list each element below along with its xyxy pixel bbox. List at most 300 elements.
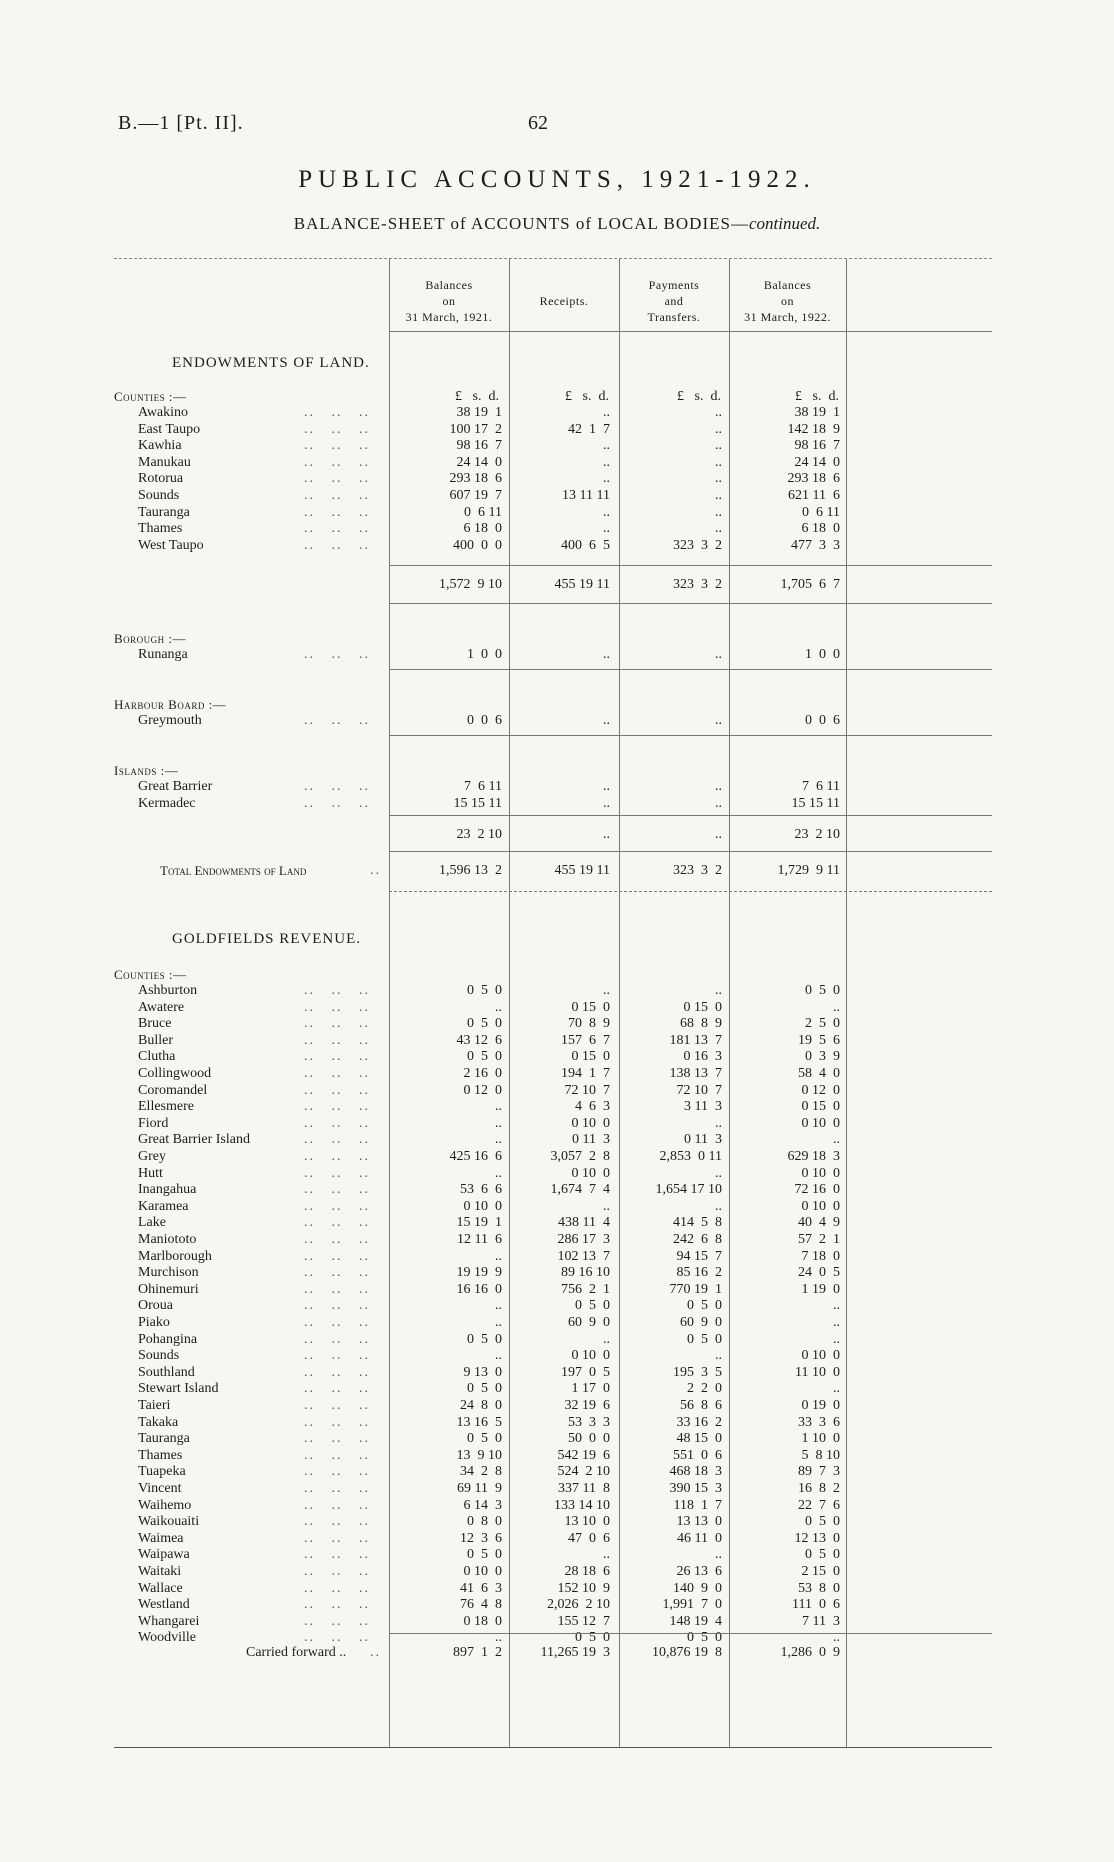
row-label: Ohinemuri (138, 1281, 199, 1297)
cell-c1: 69 11 9 (457, 1481, 502, 1496)
cell-c1: .. (495, 1630, 502, 1646)
cell-c2: .. (603, 983, 610, 998)
cell-c1: 34 2 8 (460, 1464, 502, 1480)
row-label: Piako (138, 1315, 170, 1330)
cell-c2: 89 16 10 (561, 1265, 610, 1281)
leader-dots: .. .. .. (304, 1182, 370, 1198)
cell-c2: 0 10 0 (571, 1165, 610, 1181)
cell-c1: 0 5 0 (467, 1381, 502, 1397)
leader-dots: .. .. .. (304, 1215, 370, 1231)
table-row (114, 1315, 992, 1331)
cell-c4: 22 7 6 (798, 1497, 840, 1513)
cell-c1: 43 12 6 (456, 1032, 502, 1048)
cell-c3: 0 15 0 (683, 999, 722, 1015)
table-row (114, 1581, 992, 1597)
cell-c4: 5 8 10 (801, 1447, 840, 1463)
cell-c2: 337 11 8 (558, 1481, 610, 1496)
cell-c2: 3,057 2 8 (550, 1149, 610, 1164)
row-label: Kermadec (138, 795, 196, 811)
cell-c4: .. (833, 1331, 840, 1347)
table-row (114, 1614, 992, 1630)
leader-dots: .. .. .. (304, 504, 370, 520)
cell-c2: 0 15 0 (571, 999, 610, 1015)
cell-c1: 24 8 0 (460, 1398, 502, 1413)
table-row (114, 1448, 992, 1464)
row-label: Thames (138, 1447, 183, 1463)
subtotal-c2: .. (603, 827, 610, 842)
row-label: Waikouaiti (138, 1514, 200, 1530)
cell-c2: .. (603, 504, 610, 520)
grand-total-c2: 455 19 11 (554, 863, 610, 878)
cell-c1: 400 0 0 (453, 537, 502, 553)
row-label: Murchison (138, 1265, 199, 1281)
row-label: Thames (138, 521, 183, 537)
cell-c1: 9 13 0 (463, 1364, 502, 1380)
cell-c2: 0 11 3 (572, 1132, 610, 1148)
cell-c1: 0 12 0 (463, 1082, 502, 1098)
cell-c2: .. (603, 795, 610, 811)
cell-c4: 72 16 0 (794, 1182, 840, 1198)
leader-dots: .. .. .. (304, 1497, 370, 1513)
cell-c4: 19 5 6 (798, 1032, 840, 1048)
cell-c2: .. (603, 405, 610, 420)
header-rule (389, 331, 992, 332)
cell-c1: .. (495, 1165, 502, 1181)
cell-c1: .. (495, 1315, 502, 1330)
leader-dots: .. .. .. (304, 1530, 370, 1546)
grand-total-c4: 1,729 9 11 (777, 863, 840, 878)
cell-c2: .. (603, 1331, 610, 1347)
cell-c1: 53 6 6 (460, 1182, 502, 1198)
table-row (114, 796, 992, 812)
cell-c1: 0 5 0 (467, 983, 502, 998)
subtotal-row-islands (114, 827, 992, 843)
subtotal-row-counties (114, 577, 992, 593)
group-label-islands: Islands :— (114, 763, 179, 778)
grand-total-c1: 1,596 13 2 (439, 863, 502, 878)
cell-c3: .. (715, 405, 722, 420)
cell-c1: .. (495, 999, 502, 1015)
table-row (114, 455, 992, 471)
row-label: Waihemo (138, 1497, 192, 1513)
cell-c4: 33 3 6 (798, 1414, 840, 1430)
leader-dots: .. .. .. (304, 1613, 370, 1629)
table-row (114, 422, 992, 438)
leader-dots: .. .. .. (304, 1431, 370, 1447)
row-label: Takaka (138, 1414, 179, 1430)
cell-c3: 72 10 7 (676, 1082, 722, 1098)
carried-forward-row (114, 1645, 992, 1661)
cell-c1: 19 19 9 (456, 1265, 502, 1281)
row-label: Stewart Island (138, 1381, 219, 1397)
cell-c1: 0 6 11 (464, 504, 502, 520)
table-row (114, 405, 992, 421)
cell-c3: .. (715, 983, 722, 998)
cell-c4: 1 10 0 (801, 1431, 840, 1447)
cell-c2: 13 11 11 (562, 488, 610, 503)
leader-dots: .. .. .. (304, 1381, 370, 1397)
table-row (114, 1249, 992, 1265)
cell-c2: 438 11 4 (558, 1215, 610, 1231)
row-label: Karamea (138, 1198, 189, 1214)
table-row (114, 1199, 992, 1215)
column-header-balances-1922 (729, 277, 846, 325)
subtitle-main: BALANCE-SHEET of ACCOUNTS of LOCAL BODIES— (293, 214, 749, 233)
leader-dots: .. .. .. (304, 713, 370, 728)
leader-dots: .. .. .. (304, 1248, 370, 1264)
table-row (114, 1000, 992, 1016)
leader-dots: .. .. .. (304, 1281, 370, 1297)
table-row (114, 1182, 992, 1198)
grand-total-endowments (114, 863, 992, 879)
table-row (114, 1365, 992, 1381)
cell-c1: 0 8 0 (467, 1514, 502, 1530)
leader-dots: .. .. .. (304, 521, 370, 537)
cell-c1: 0 5 0 (467, 1431, 502, 1447)
cell-c4: .. (833, 1381, 840, 1397)
cell-c1: 607 19 7 (449, 488, 502, 503)
cell-c4: 7 11 3 (802, 1613, 840, 1629)
cell-c4: 16 8 2 (798, 1481, 840, 1496)
cell-c3: 85 16 2 (676, 1265, 722, 1281)
cell-c2: 542 19 6 (557, 1447, 610, 1463)
row-label: Woodville (138, 1630, 196, 1646)
table-row (114, 1282, 992, 1298)
leader-dots: .. .. .. (304, 1364, 370, 1380)
table-row (114, 1132, 992, 1148)
table-row (114, 1265, 992, 1281)
table-row (114, 1431, 992, 1447)
cell-c2: 4 6 3 (575, 1099, 610, 1115)
cell-c2: 13 10 0 (564, 1514, 610, 1530)
cell-c4: 7 6 11 (802, 779, 840, 794)
row-label: Maniototo (138, 1232, 197, 1247)
carried-forward-label: Carried forward .. (246, 1645, 347, 1660)
carried-rule (389, 1633, 992, 1634)
cell-c2: .. (603, 471, 610, 487)
subtotal-c3: .. (715, 827, 722, 842)
balance-sheet-table (114, 258, 992, 1748)
table-row (114, 438, 992, 454)
row-label: Waimea (138, 1530, 184, 1546)
row-label: Awakino (138, 405, 189, 420)
cell-c1: 0 18 0 (463, 1613, 502, 1629)
section-rule (389, 891, 992, 892)
cell-c1: 0 10 0 (463, 1564, 502, 1579)
row-label: Manukau (138, 454, 191, 470)
cell-c2: 0 10 0 (571, 1115, 610, 1131)
table-row (114, 1547, 992, 1563)
leader-dots: .. .. .. (304, 1630, 370, 1646)
cell-c2: .. (603, 521, 610, 537)
table-row (114, 1398, 992, 1414)
cell-c4: 38 19 1 (794, 405, 840, 420)
table-row (114, 488, 992, 504)
cell-c1: 76 4 8 (460, 1597, 502, 1613)
harbour-row (114, 713, 992, 729)
leader-dots: .. .. .. (304, 647, 370, 662)
row-label: Tauranga (138, 504, 190, 520)
cell-c1: 0 5 0 (467, 1331, 502, 1347)
row-label: Runanga (138, 647, 188, 662)
cell-c2: 50 0 0 (568, 1431, 610, 1447)
cell-c1: 15 15 11 (453, 795, 502, 811)
cell-c3: 551 0 6 (673, 1447, 722, 1463)
table-row (114, 1531, 992, 1547)
cell-c1: 2 16 0 (463, 1066, 502, 1081)
leader-dots: .. .. .. (304, 438, 370, 454)
leader-dots: .. .. .. (304, 1514, 370, 1530)
cell-c4: 0 15 0 (801, 1099, 840, 1115)
subtitle-continued: continued. (748, 214, 821, 233)
cell-c4: 1 19 0 (801, 1281, 840, 1297)
column-header-payments (619, 277, 729, 325)
column-header-line: 31 March, 1922. (744, 310, 831, 324)
cell-c3: .. (715, 504, 722, 520)
cell-c4: 0 12 0 (801, 1082, 840, 1098)
table-row (114, 1498, 992, 1514)
cell-c4: 12 13 0 (794, 1530, 840, 1546)
row-label: Tauranga (138, 1431, 190, 1447)
cell-c1: 13 16 5 (456, 1414, 502, 1430)
leader-dots: .. .. .. (304, 1149, 370, 1164)
column-header-balances-1921 (389, 277, 509, 325)
leader-dots: .. .. .. (304, 1082, 370, 1098)
cell-c2: 0 5 0 (575, 1630, 610, 1646)
cell-c1: 13 9 10 (456, 1447, 502, 1463)
cell-c2: 152 10 9 (557, 1580, 610, 1596)
group-label-harbour: Harbour Board :— (114, 697, 227, 712)
cell-c4: 0 3 9 (805, 1049, 840, 1065)
leader-dots: .. .. .. (304, 1597, 370, 1613)
leader-dots: .. .. .. (304, 1398, 370, 1413)
cell-c4: 89 7 3 (798, 1464, 840, 1480)
table-row (114, 1215, 992, 1231)
cell-c2: 42 1 7 (568, 421, 610, 437)
carried-c3: 10,876 19 8 (652, 1645, 722, 1660)
table-row (114, 1016, 992, 1032)
cell-c2: 102 13 7 (557, 1248, 610, 1264)
cell-c3: .. (715, 1115, 722, 1131)
cell-c3: 3 11 3 (684, 1099, 722, 1115)
cell-c2: .. (603, 454, 610, 470)
cell-c3: .. (715, 647, 722, 662)
carried-c2: 11,265 19 3 (540, 1645, 610, 1660)
cell-c3: .. (715, 471, 722, 487)
cell-c3: .. (715, 521, 722, 537)
cell-c4: 57 2 1 (798, 1232, 840, 1247)
row-label: Waipawa (138, 1547, 190, 1563)
cell-c4: 0 0 6 (805, 713, 840, 728)
row-label: Southland (138, 1364, 195, 1380)
cell-c3: .. (715, 488, 722, 503)
row-label: Great Barrier (138, 779, 213, 794)
row-label: Bruce (138, 1016, 172, 1032)
subtotal-c4: 1,705 6 7 (780, 577, 840, 592)
row-label: Sounds (138, 1348, 180, 1364)
cell-c4: .. (833, 1315, 840, 1330)
cell-c3: 0 16 3 (683, 1049, 722, 1065)
subtotal-c1: 23 2 10 (456, 827, 502, 842)
cell-c2: 133 14 10 (554, 1497, 610, 1513)
cell-c4: 0 5 0 (805, 1547, 840, 1563)
cell-c4: 293 18 6 (787, 471, 840, 487)
row-label: Coromandel (138, 1082, 208, 1098)
borough-row (114, 647, 992, 663)
leader-dots: .. .. .. (304, 1265, 370, 1281)
column-header-line: Payments (648, 278, 700, 292)
cell-c3: 195 3 5 (673, 1364, 722, 1380)
cell-c4: 0 10 0 (801, 1348, 840, 1364)
cell-c4: 6 18 0 (801, 521, 840, 537)
cell-c2: 1,674 7 4 (550, 1182, 610, 1198)
cell-c3: 33 16 2 (676, 1414, 722, 1430)
table-row (114, 1564, 992, 1580)
cell-c2: 2,026 2 10 (547, 1597, 610, 1613)
leader-dots: .. .. .. (304, 1414, 370, 1430)
section-heading-endowments: ENDOWMENTS OF LAND. (172, 355, 370, 371)
cell-c1: 0 5 0 (467, 1016, 502, 1032)
row-label: Awatere (138, 999, 185, 1015)
cell-c3: 390 15 3 (669, 1481, 722, 1496)
cell-c4: 0 6 11 (802, 504, 840, 520)
row-label: West Taupo (138, 537, 204, 553)
cell-c1: 0 5 0 (467, 1049, 502, 1065)
cell-c1: .. (495, 1348, 502, 1364)
cell-c3: 770 19 1 (669, 1281, 722, 1297)
leader-dots: .. .. .. (304, 1298, 370, 1314)
row-label: Waitaki (138, 1564, 182, 1579)
cell-c2: 194 1 7 (561, 1066, 610, 1081)
cell-c2: 157 6 7 (561, 1032, 610, 1048)
table-row (114, 1464, 992, 1480)
row-label: Great Barrier Island (138, 1132, 250, 1148)
cell-c1: 100 17 2 (449, 421, 502, 437)
leader-dots: .. .. .. (304, 1198, 370, 1214)
row-label: Ashburton (138, 983, 198, 998)
cell-c3: .. (715, 795, 722, 811)
cell-c3: 138 13 7 (669, 1066, 722, 1081)
table-row (114, 779, 992, 795)
table-row (114, 1381, 992, 1397)
leader-dots: .. .. .. (304, 1580, 370, 1596)
cell-c1: 38 19 1 (456, 405, 502, 420)
cell-c1: 12 11 6 (457, 1232, 502, 1247)
cell-c3: .. (715, 421, 722, 437)
leader-dots: .. .. .. (304, 1481, 370, 1496)
grand-total-label: Total Endowments of Land (160, 863, 307, 878)
cell-c3: 2,853 0 11 (659, 1149, 722, 1164)
table-row (114, 1597, 992, 1613)
leader-dots: .. .. .. (304, 1032, 370, 1048)
cell-c2: 53 3 3 (568, 1414, 610, 1430)
row-label: Tuapeka (138, 1464, 186, 1480)
cell-c2: 197 0 5 (561, 1364, 610, 1380)
leader-dots: .. .. .. (304, 1464, 370, 1480)
cell-c1: 16 16 0 (456, 1281, 502, 1297)
cell-c2: 0 5 0 (575, 1298, 610, 1314)
leader-dots: .. .. .. (304, 454, 370, 470)
table-row (114, 1149, 992, 1165)
row-label: Wallace (138, 1580, 183, 1596)
row-label: Ellesmere (138, 1099, 194, 1115)
row-label: Oroua (138, 1298, 173, 1314)
cell-c3: .. (715, 438, 722, 454)
table-row (114, 1166, 992, 1182)
cell-c3: 1,654 17 10 (655, 1182, 722, 1198)
cell-c3: 0 5 0 (687, 1298, 722, 1314)
table-row (114, 538, 992, 554)
leader-dots: .. .. .. (304, 421, 370, 437)
carried-c4: 1,286 0 9 (780, 1645, 840, 1660)
cell-c3: 46 11 0 (677, 1530, 722, 1546)
leader-dots: .. .. .. (304, 1165, 370, 1181)
cell-c3: 181 13 7 (669, 1032, 722, 1048)
cell-c3: 60 9 0 (680, 1315, 722, 1330)
leader-dots: .. .. .. (304, 471, 370, 487)
leader-dots: .. .. .. (304, 1132, 370, 1148)
subtotal-c4: 23 2 10 (794, 827, 840, 842)
cell-c2: 72 10 7 (564, 1082, 610, 1098)
cell-c4: 2 5 0 (805, 1016, 840, 1032)
cell-c4: .. (833, 1298, 840, 1314)
group-label-counties: Counties :— (114, 389, 187, 404)
subtotal-c2: 455 19 11 (554, 577, 610, 592)
row-label: Rotorua (138, 471, 184, 487)
cell-c3: 148 19 4 (669, 1613, 722, 1629)
cell-c2: .. (603, 438, 610, 454)
report-reference: B.—1 [Pt. II]. (118, 112, 244, 134)
cell-c4: .. (833, 1630, 840, 1646)
column-header-line: 31 March, 1921. (405, 310, 493, 324)
cell-c4: 629 18 3 (787, 1149, 840, 1164)
table-row (114, 1083, 992, 1099)
cell-c4: 98 16 7 (794, 438, 840, 454)
cell-c2: 0 15 0 (571, 1049, 610, 1065)
cell-c1: 0 10 0 (463, 1198, 502, 1214)
cell-c2: 60 9 0 (568, 1315, 610, 1330)
column-header-line: Balances (763, 278, 812, 292)
cell-c3: .. (715, 713, 722, 728)
carried-c1: 897 1 2 (453, 1645, 502, 1660)
row-label: Greymouth (138, 713, 202, 728)
cell-c3: 118 1 7 (673, 1497, 722, 1513)
cell-c4: 0 10 0 (801, 1165, 840, 1181)
row-label: Lake (138, 1215, 166, 1231)
table-row (114, 1298, 992, 1314)
cell-c3: 1,991 7 0 (662, 1597, 722, 1613)
group-label-borough: Borough :— (114, 631, 187, 646)
cell-c3: 0 5 0 (687, 1630, 722, 1646)
row-label: Grey (138, 1149, 166, 1164)
cell-c2: .. (603, 779, 610, 794)
subtotal-rule (389, 565, 992, 566)
cell-c1: .. (495, 1298, 502, 1314)
cell-c4: .. (833, 1132, 840, 1148)
row-label: Vincent (138, 1481, 182, 1496)
subtotal-rule (389, 815, 992, 816)
table-row (114, 1348, 992, 1364)
row-label: East Taupo (138, 421, 201, 437)
grand-total-c3: 323 3 2 (673, 863, 722, 878)
cell-c1: 41 6 3 (460, 1580, 502, 1596)
row-label: Collingwood (138, 1066, 212, 1081)
table-row (114, 505, 992, 521)
cell-c4: 0 5 0 (805, 1514, 840, 1530)
currency-header: £ s. d. (677, 389, 721, 404)
cell-c4: 621 11 6 (788, 488, 840, 503)
leader-dots: .. .. .. (304, 488, 370, 503)
